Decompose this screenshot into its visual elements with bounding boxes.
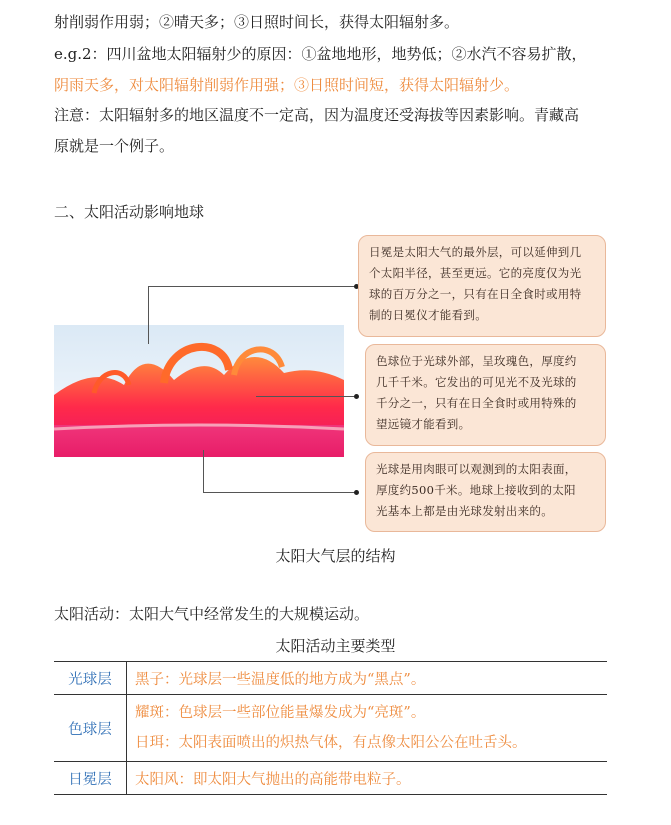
activity-desc-pair bbox=[127, 695, 608, 762]
callout-line: 光基本上都是由光球发射出来的。 bbox=[376, 504, 553, 518]
activity-desc: 日珥：太阳表面喷出的炽热气体，有点像太阳公公在吐舌头。 bbox=[135, 735, 527, 751]
eg2-orange-line: 阴雨天多，对太阳辐射削弱作用强；③日照时间短，获得太阳辐射少。 bbox=[54, 76, 520, 94]
table-row bbox=[54, 662, 607, 695]
activity-desc: 太阳风：即太阳大气抛出的高能带电粒子。 bbox=[135, 771, 411, 788]
table-title: 太阳活动主要类型 bbox=[275, 637, 396, 655]
corona-leader-vertical bbox=[148, 286, 149, 344]
intro-line-1: 射削弱作用弱；②晴天多；③日照时间长，获得太阳辐射多。 bbox=[54, 13, 460, 31]
chromosphere-callout bbox=[365, 344, 606, 446]
callout-line: 个太阳半径，甚至更远。它的亮度仅为光 bbox=[369, 266, 582, 280]
callout-line: 千分之一，只有在日全食时或用特殊的 bbox=[376, 396, 577, 410]
callout-line: 球的百万分之一，只有在日全食时或用特 bbox=[369, 287, 582, 301]
activity-desc: 耀斑：色球层一些部位能量爆发成为“亮斑”。 bbox=[135, 705, 426, 721]
chromosphere-leader bbox=[256, 396, 356, 397]
layer-cell: 日冕层 bbox=[54, 762, 127, 795]
note-line-2: 原就是一个例子。 bbox=[54, 137, 175, 155]
callout-line: 望远镜才能看到。 bbox=[376, 417, 471, 431]
chromosphere-leader-dot bbox=[354, 394, 359, 399]
table-row bbox=[54, 695, 607, 762]
eg2-line: e.g.2：四川盆地太阳辐射少的原因：①盆地地形，地势低；②水汽不容易扩散， bbox=[54, 45, 587, 63]
corona-leader-horizontal bbox=[148, 286, 356, 287]
section-heading: 二、太阳活动影响地球 bbox=[54, 203, 205, 221]
activity-desc: 黑子：光球层一些温度低的地方成为“黑点”。 bbox=[135, 671, 426, 688]
corona-callout bbox=[358, 235, 606, 337]
photosphere-leader-horizontal bbox=[203, 492, 356, 493]
photosphere-leader-dot bbox=[354, 490, 359, 495]
callout-line: 制的日冕仪才能看到。 bbox=[369, 308, 487, 322]
photosphere-callout bbox=[365, 452, 606, 532]
sun-atmosphere-figure bbox=[54, 325, 344, 457]
activity-definition: 太阳活动：太阳大气中经常发生的大规模运动。 bbox=[54, 605, 370, 623]
sun-illustration bbox=[54, 325, 344, 457]
callout-line: 几千千米。它发出的可见光不及光球的 bbox=[376, 375, 577, 389]
note-line-1: 注意：太阳辐射多的地区温度不一定高，因为温度还受海拔等因素影响。青藏高 bbox=[54, 106, 580, 124]
callout-line: 光球是用肉眼可以观测到的太阳表面， bbox=[376, 462, 577, 476]
photosphere-leader-vertical bbox=[203, 450, 204, 493]
layer-cell: 色球层 bbox=[54, 695, 127, 762]
figure-caption: 太阳大气层的结构 bbox=[275, 547, 396, 565]
table-row bbox=[54, 762, 607, 795]
callout-line: 日冕是太阳大气的最外层，可以延伸到几 bbox=[369, 245, 582, 259]
layer-cell: 光球层 bbox=[54, 662, 127, 695]
callout-line: 厚度约500千米。地球上接收到的太阳 bbox=[376, 483, 576, 497]
solar-activity-table bbox=[54, 661, 607, 795]
callout-line: 色球位于光球外部，呈玫瑰色，厚度约 bbox=[376, 354, 577, 368]
